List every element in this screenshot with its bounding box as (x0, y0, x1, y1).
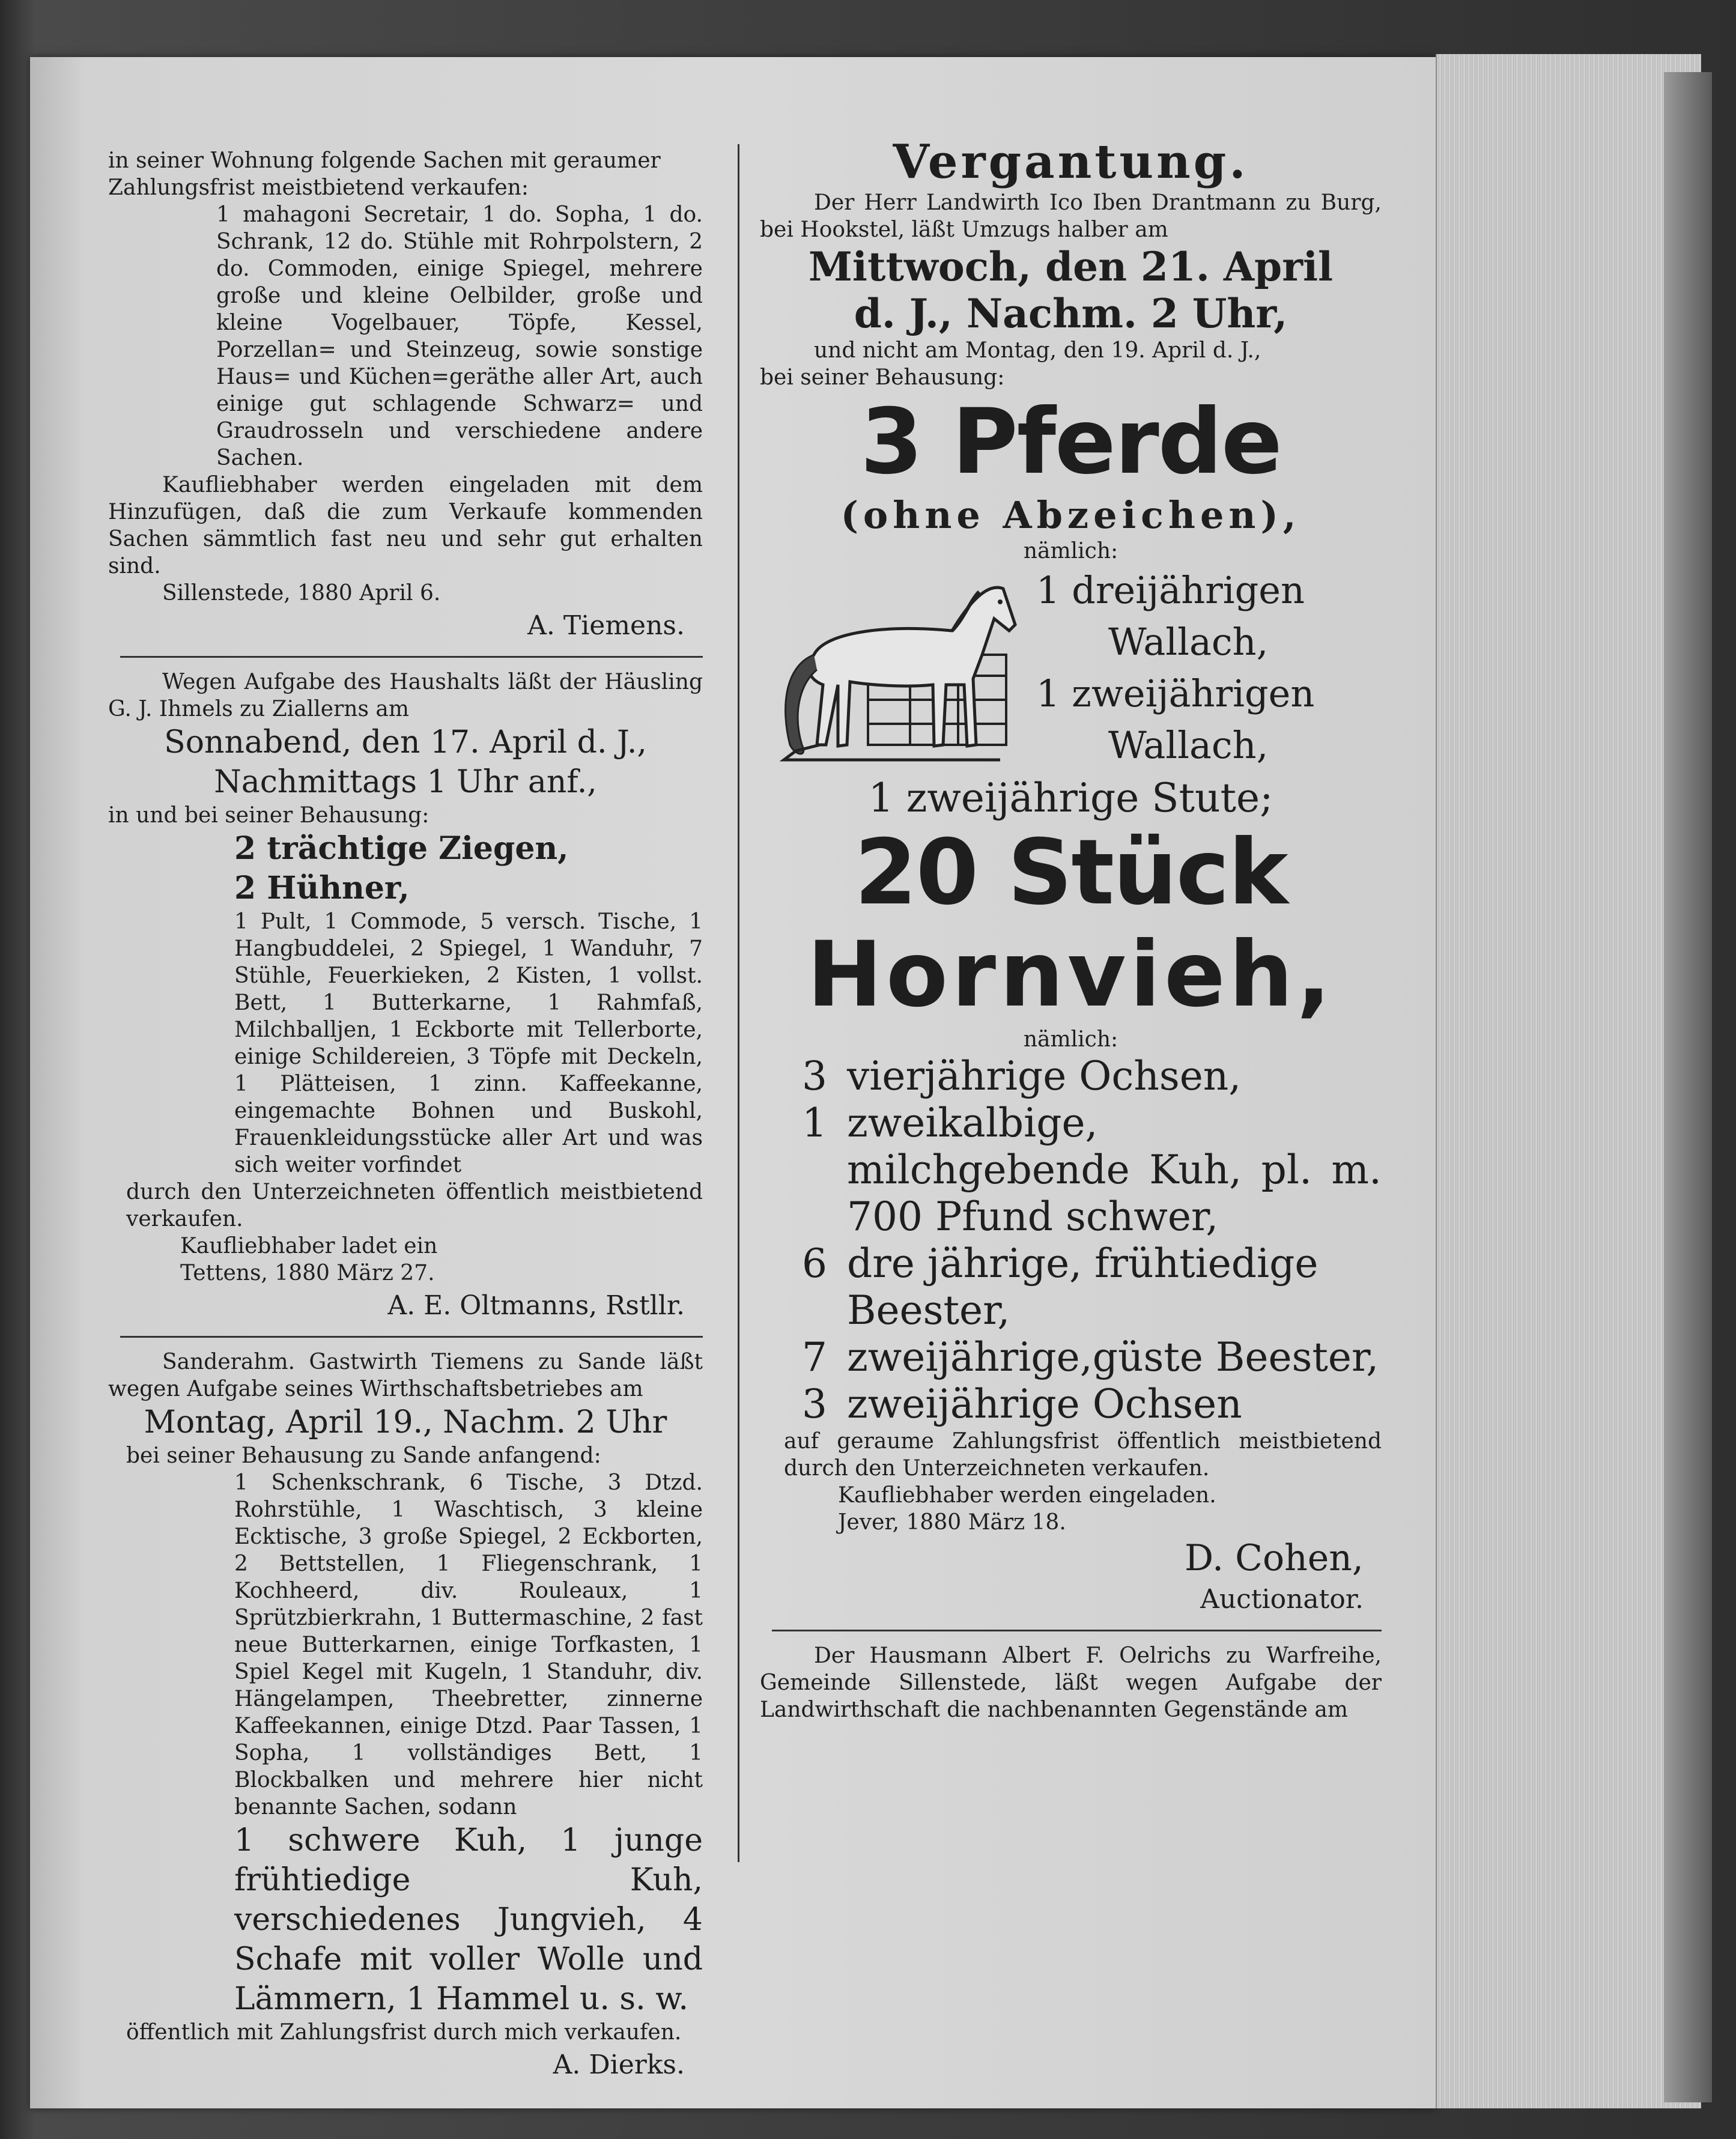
ad-dierks (108, 1349, 703, 2084)
cattle-text-5: zweijährige Ochsen (847, 1381, 1242, 1427)
cattle-count: 20 Stück (854, 821, 1287, 925)
cattle-count-3: 6 (802, 1240, 827, 1287)
separator-2 (120, 1336, 703, 1338)
horse-line-3: 1 zweijährigen (1036, 672, 1315, 715)
ad2-closing: durch den Unterzeichneten öffentlich meistbietend verkaufen. (126, 1180, 703, 1231)
page-stack-edge (1436, 54, 1701, 2108)
ad2-date1: Sonnabend, den 17. April d. J., (164, 724, 647, 760)
namely-2: nämlich: (1023, 1027, 1118, 1052)
cattle-item (802, 1100, 1382, 1240)
ad2-date2: Nachmittags 1 Uhr anf., (214, 764, 597, 800)
ad2-items: 1 Pult, 1 Commode, 5 versch. Tische, 1 Hangbuddelei, 2 Spiegel, 1 Wanduhr, 7 Stühle, Feuerkieken, 2 Kisten, 1 vollst. Bett, 1 Butterkarne, 1 Rahmfaß, Milchballjen, 1 Eckborte mit Tellerborte, einige Schildereien, 3 Töpfe mit Deckeln, 1 Plätteisen, 1 zinn. Kaffeekanne, eingemachte Bohnen und Buskohl, Frauenkleidungsstücke aller Art und was sich weiter vorfindet (234, 909, 703, 1177)
ad1-place: Sillenstede, 1880 April 6. (162, 581, 441, 605)
horses-sub: (ohne Abzeichen), (840, 493, 1301, 537)
cattle-text-3: dre jährige, frühtiedige Beester, (847, 1240, 1319, 1333)
separator-3 (772, 1630, 1382, 1631)
ad3-date: Montag, April 19., Nachm. 2 Uhr (144, 1404, 667, 1440)
cattle-word: Hornvieh, (807, 923, 1335, 1027)
horse-list (1036, 565, 1373, 771)
cattle-count-1: 3 (802, 1053, 827, 1099)
ad1-line-1: in seiner Wohnung folgende Sachen mit geraumer (108, 148, 661, 173)
horse-illustration (772, 565, 1018, 775)
ad2-where: in und bei seiner Behausung: (108, 803, 429, 828)
horse-line-1: 1 dreijährigen (1036, 568, 1305, 612)
cattle-count-2: 1 (802, 1100, 827, 1146)
ad2-signature: A. E. Oltmanns, Rstllr. (387, 1290, 685, 1321)
cattle-item (802, 1240, 1382, 1334)
cattle-list (760, 1053, 1382, 1428)
ad2-place: Tettens, 1880 März 27. (180, 1261, 435, 1285)
separator-1 (120, 656, 703, 658)
right-not-date: und nicht am Montag, den 19. April d. J., (814, 338, 1261, 363)
column-divider (738, 144, 739, 1862)
horses-count: 3 Pferde (860, 390, 1281, 494)
ad2-invite: Kaufliebhaber ladet ein (180, 1234, 438, 1258)
right-intro: Der Herr Landwirth Ico Iben Drantmann zu Burg, bei Hookstel, läßt Umzugs halber am (760, 190, 1382, 242)
right-where: bei seiner Behausung: (760, 365, 1005, 390)
ad2-intro: Wegen Aufgabe des Haushalts läßt der Häusling G. J. Ihmels zu Ziallerns am (108, 670, 703, 721)
right-place: Jever, 1880 März 18. (838, 1510, 1066, 1535)
right-invite: Kaufliebhaber werden eingeladen. (838, 1483, 1216, 1508)
ad3-signature: A. Dierks. (553, 2049, 685, 2080)
ad3-animals: 1 schwere Kuh, 1 junge frühtiedige Kuh, verschiedenes Jungvieh, 4 Schafe mit voller Wolle und Lämmern, 1 Hammel u. s. w. (234, 1822, 703, 2017)
cattle-item (802, 1381, 1382, 1428)
right-date1: Mittwoch, den 21. April (808, 243, 1334, 290)
cattle-text-2: zweikalbige, milchgebende Kuh, pl. m. 700 Pfund schwer, (847, 1100, 1382, 1240)
cattle-item (802, 1053, 1382, 1100)
cattle-item (802, 1334, 1382, 1381)
ad3-where: bei seiner Behausung zu Sande anfangend: (126, 1443, 601, 1468)
namely-1: nämlich: (1023, 539, 1118, 563)
right-date2: d. J., Nachm. 2 Uhr, (854, 290, 1288, 337)
ad3-intro: Sanderahm. Gastwirth Tiemens zu Sande läßt wegen Aufgabe seines Wirthschaftsbetriebes am (108, 1350, 703, 1401)
horse-line-4: Wallach, (1108, 723, 1269, 767)
ad2-goods1: 2 trächtige Ziegen, (234, 830, 569, 867)
ad2-goods2: 2 Hühner, (234, 870, 410, 906)
ad1-note: Kaufliebhaber werden eingeladen mit dem Hinzufügen, daß die zum Verkaufe kommenden Sachen sämmtlich fast neu und sehr gut erhalten sind. (108, 473, 703, 578)
ad-tiemens (108, 147, 703, 645)
cattle-text-4: zweijährige,güste Beester, (847, 1334, 1379, 1380)
cattle-text-1: vierjährige Ochsen, (847, 1053, 1242, 1099)
right-role: Auctionator. (1200, 1584, 1364, 1615)
horse-line-2: Wallach, (1108, 620, 1269, 664)
left-column (108, 147, 703, 2084)
mare: 1 zweijährige Stute; (868, 775, 1273, 821)
ad-heading: Vergantung. (893, 135, 1249, 189)
right-closing: auf geraume Zahlungsfrist öffentlich meistbietend durch den Unterzeichneten verkaufen. (784, 1429, 1382, 1481)
book-cover-edge (1664, 72, 1712, 2102)
ad3-closing: öffentlich mit Zahlungsfrist durch mich verkaufen. (126, 2020, 682, 2045)
right-column (760, 135, 1382, 1723)
ad1-signature: A. Tiemens. (527, 610, 685, 641)
next-ad: Der Hausmann Albert F. Oelrichs zu Warfreihe, Gemeinde Sillenstede, läßt wegen Aufgabe der Landwirthschaft die nachbenannten Gegenstände am (760, 1643, 1382, 1722)
ad3-items: 1 Schenkschrank, 6 Tische, 3 Dtzd. Rohrstühle, 1 Waschtisch, 3 kleine Ecktische, 3 große Spiegel, 2 Eckborten, 2 Bettstellen, 1 Fliegenschrank, 1 Kochheerd, div. Rouleaux, 1 Sprützbierkrahn, 1 Buttermaschine, 2 fast neue Butterkarnen, einige Torfkasten, 1 Spiel Kegel mit Kugeln, 1 Standuhr, div. Hängelampen, Theebretter, zinnerne Kaffeekannen, einige Dtzd. Paar Tassen, 1 Sopha, 1 vollständiges Bett, 1 Blockbalken und mehrere hier nicht benannte Sachen, sodann (234, 1470, 703, 1819)
cattle-count-4: 7 (802, 1334, 827, 1380)
ad-oltmanns (108, 669, 703, 1325)
horse-row (760, 565, 1382, 775)
right-signature: D. Cohen, (1184, 1537, 1364, 1579)
ad1-line-2: Zahlungsfrist meistbietend verkaufen: (108, 175, 529, 200)
cattle-count-5: 3 (802, 1381, 827, 1427)
ad1-items: 1 mahagoni Secretair, 1 do. Sopha, 1 do. Schrank, 12 do. Stühle mit Rohrpolstern, 2 do. Commoden, einige Spiegel, mehrere große und kleine Oelbilder, große und kleine Vogelbauer, Töpfe, Kessel, Porzellan= und Steinzeug, sowie sonstige Haus= und Küchen=geräthe aller Art, auch einige gut schlagende Schwarz= und Graudrosseln und verschiedene andere Sachen. (216, 202, 703, 470)
